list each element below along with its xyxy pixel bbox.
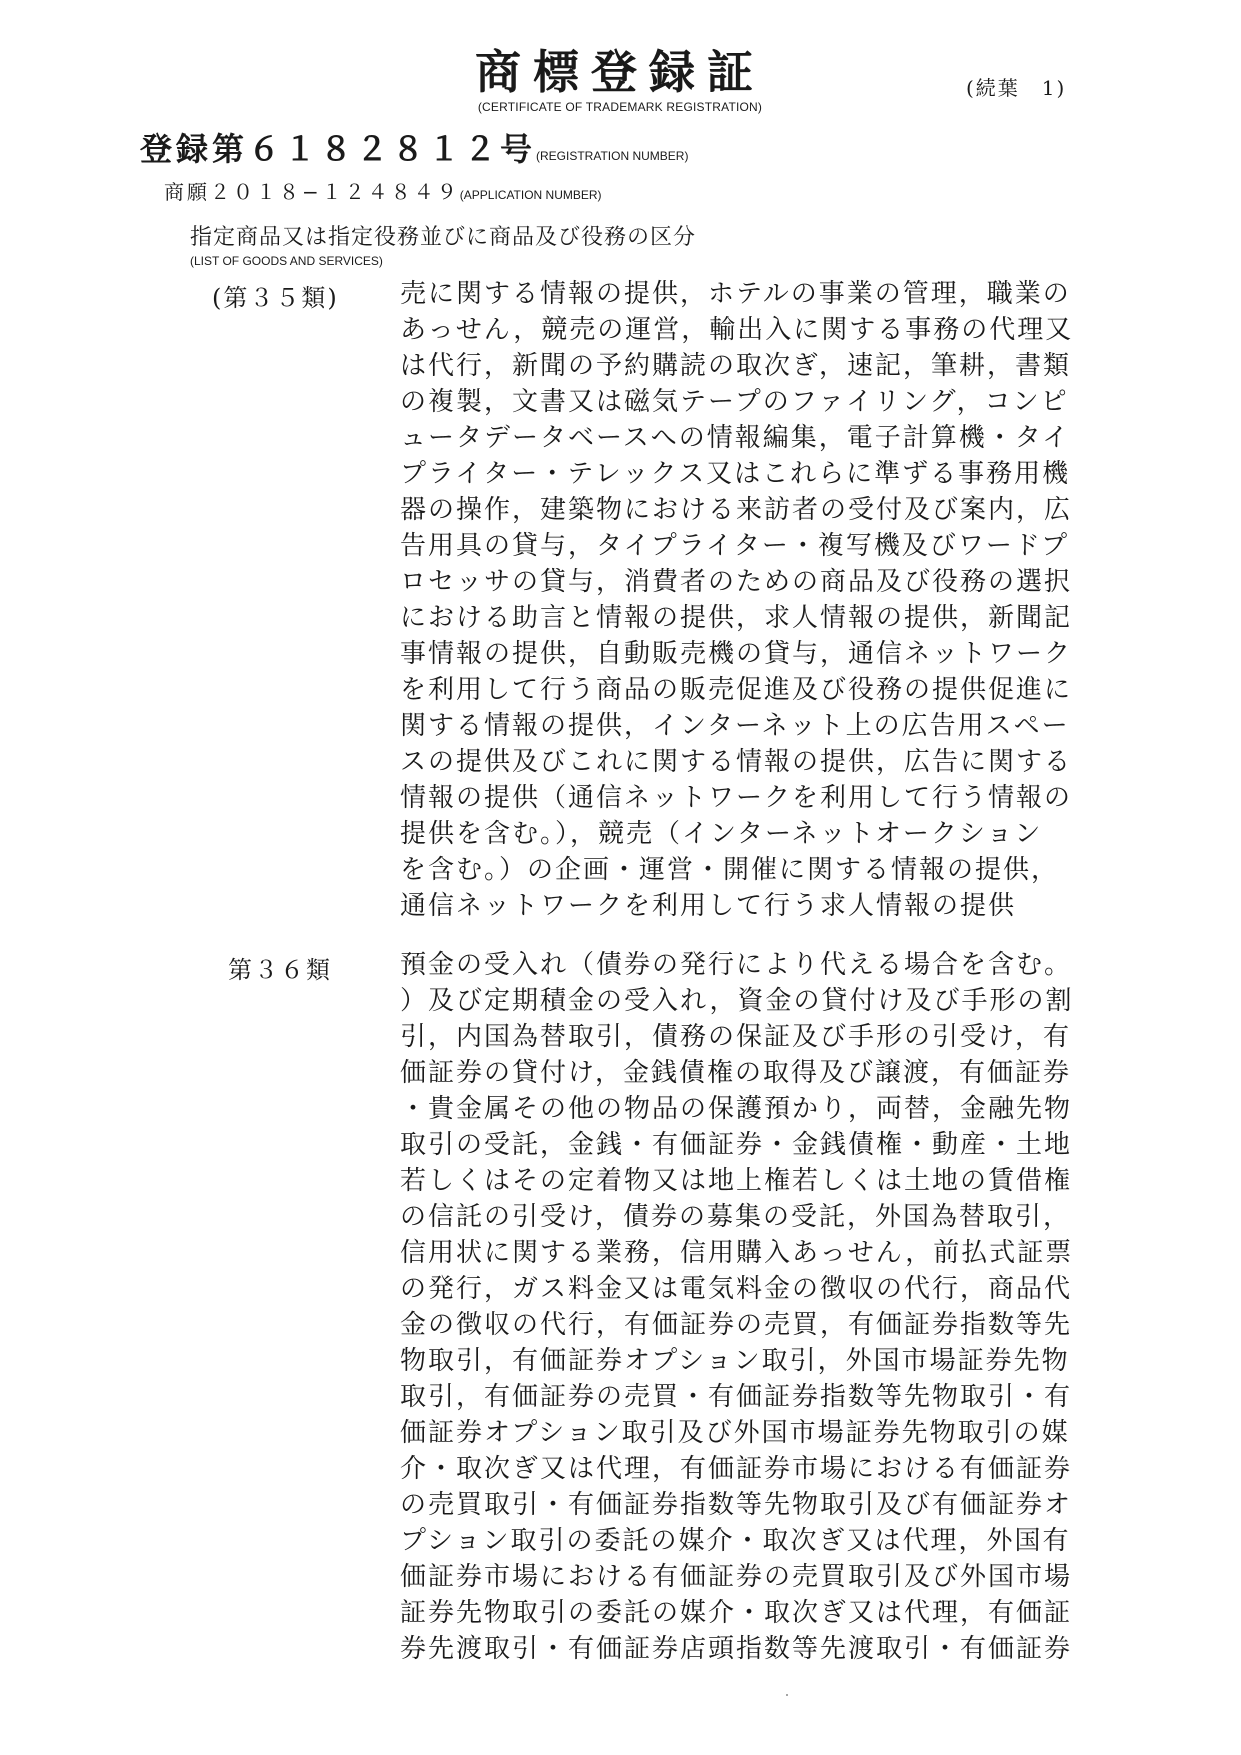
application-number-english: (APPLICATION NUMBER) (459, 188, 602, 202)
text-line: 取引，有価証券の売買・有価証券指数等先物取引・有 (400, 1382, 1073, 1412)
goods-services-heading-english: (LIST OF GOODS AND SERVICES) (190, 254, 383, 268)
text-line: 告用具の貸与，タイプライター・複写機及びワードプ (400, 531, 1070, 561)
text-line: ）及び定期積金の受入れ，資金の貸付け及び手形の割 (400, 986, 1074, 1016)
text-line: の信託の引受け，債券の募集の受託，外国為替取引， (400, 1202, 1071, 1232)
text-line: を含む。）の企画・運営・開催に関する情報の提供， (400, 855, 1060, 885)
text-line: を利用して行う商品の販売促進及び役務の提供促進に (400, 675, 1073, 705)
text-line: ・貴金属その他の物品の保護預かり，両替，金融先物 (400, 1094, 1073, 1124)
text-line: 物取引，有価証券オプション取引，外国市場証券先物 (400, 1346, 1070, 1376)
text-line: 預金の受入れ（債券の発行により代える場合を含む。 (400, 950, 1073, 980)
text-line: 金の徴収の代行，有価証券の売買，有価証券指数等先 (400, 1310, 1073, 1340)
text-line: 若しくはその定着物又は地上権若しくは土地の賃借権 (400, 1166, 1073, 1196)
class-description (400, 276, 1100, 924)
scan-speck (786, 1694, 788, 1696)
text-line: スの提供及びこれに関する情報の提供，広告に関する (400, 747, 1073, 777)
text-line: 価証券市場における有価証券の売買取引及び外国市場 (400, 1562, 1073, 1592)
text-line: ュータデータベースへの情報編集，電子計算機・タイ (400, 423, 1071, 453)
application-number: 商願２０１８−１２４８４９ (164, 180, 460, 204)
text-line: 器の操作，建築物における来訪者の受付及び案内，広 (400, 495, 1073, 525)
text-line: の売買取引・有価証券指数等先物取引及び有価証券オ (400, 1490, 1073, 1520)
class-description (400, 947, 1100, 1667)
class-label: 第３６類 (228, 956, 332, 984)
certificate-title-english: (CERTIFICATE OF TRADEMARK REGISTRATION) (477, 100, 763, 114)
text-line: 信用状に関する業務，信用購入あっせん，前払式証票 (400, 1238, 1074, 1268)
text-line: 通信ネットワークを利用して行う求人情報の提供 (400, 891, 1017, 921)
text-line: あっせん，競売の運営，輸出入に関する事務の代理又 (400, 315, 1074, 345)
text-line: 介・取次ぎ又は代理，有価証券市場における有価証券 (400, 1454, 1073, 1484)
application-number-line (164, 176, 602, 205)
text-line: 引，内国為替取引，債務の保証及び手形の引受け，有 (400, 1022, 1071, 1052)
text-line: 価証券の貸付け，金銭債権の取得及び譲渡，有価証券 (400, 1058, 1071, 1088)
text-line: プライター・テレックス又はこれらに準ずる事務用機 (400, 459, 1071, 489)
text-line: における助言と情報の提供，求人情報の提供，新聞記 (400, 603, 1073, 633)
text-line: 券先渡取引・有価証券店頭指数等先渡取引・有価証券 (400, 1634, 1073, 1664)
text-line: 取引の受託，金銭・有価証券・金銭債権・動産・土地 (400, 1130, 1073, 1160)
text-line: の発行，ガス料金又は電気料金の徴収の代行，商品代 (400, 1274, 1073, 1304)
goods-services-heading: 指定商品又は指定役務並びに商品及び役務の区分 (190, 225, 697, 250)
certificate-title: 商標登録証 (475, 45, 765, 99)
continuation-sheet-label: (続葉 1) (966, 76, 1067, 100)
text-line: プション取引の委託の媒介・取次ぎ又は代理，外国有 (400, 1526, 1071, 1556)
text-line: は代行，新聞の予約購読の取次ぎ，速記，筆耕，書類 (400, 351, 1071, 381)
registration-number-english: (REGISTRATION NUMBER) (536, 149, 689, 163)
text-line: 提供を含む。），競売（インターネットオークション (400, 819, 1043, 849)
text-line: ロセッサの貸与，消費者のための商品及び役務の選択 (400, 567, 1073, 597)
text-line: 売に関する情報の提供，ホテルの事業の管理，職業の (400, 279, 1071, 309)
text-line: 事情報の提供，自動販売機の貸与，通信ネットワーク (400, 639, 1073, 669)
text-line: 証券先物取引の委託の媒介・取次ぎ又は代理，有価証 (400, 1598, 1073, 1628)
text-line: 関する情報の提供，インターネット上の広告用スペー (400, 711, 1070, 741)
text-line: 価証券オプション取引及び外国市場証券先物取引の媒 (400, 1418, 1070, 1448)
class-label: (第３５類) (212, 284, 339, 312)
registration-number: 登録第６１８２８１２号 (140, 130, 537, 168)
registration-number-line (140, 124, 688, 170)
text-line: 情報の提供（通信ネットワークを利用して行う情報の (400, 783, 1073, 813)
text-line: の複製，文書又は磁気テープのファイリング，コンピ (400, 387, 1069, 417)
